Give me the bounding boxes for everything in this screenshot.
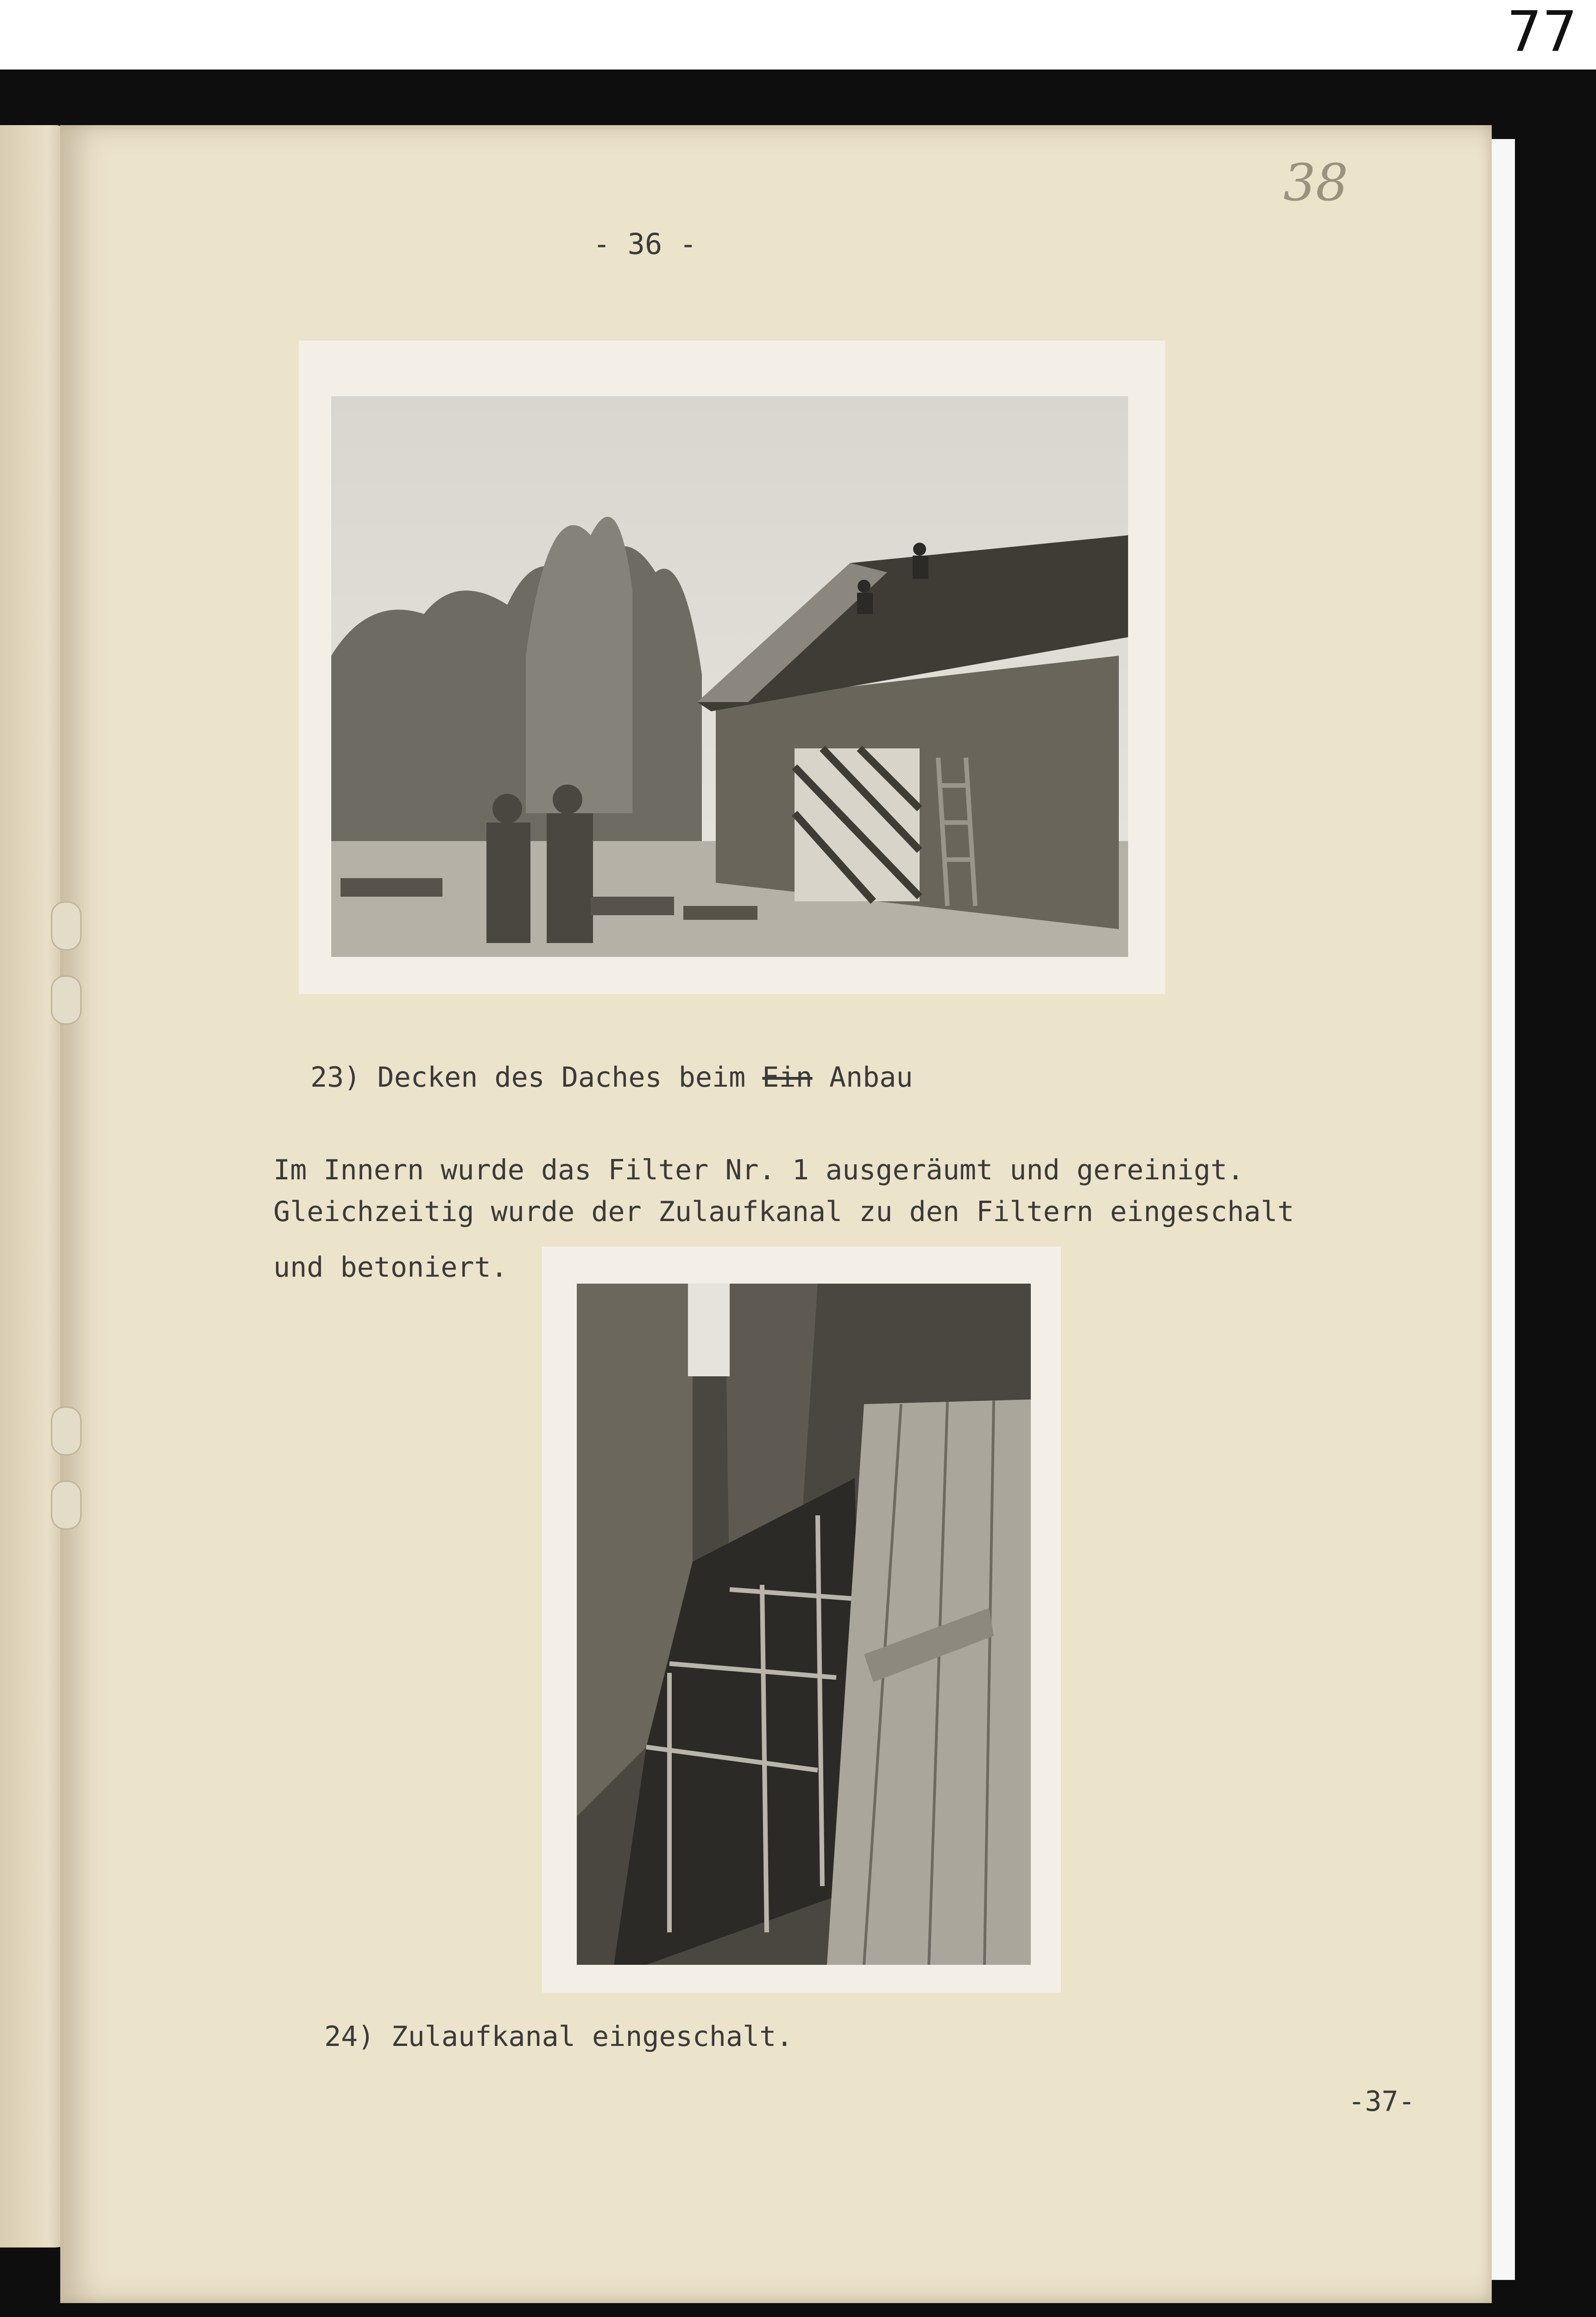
paragraph-line: Im Innern wurde das Filter Nr. 1 ausgeräumt und gereinigt.: [273, 1154, 1244, 1186]
punch-hole: [51, 1406, 82, 1456]
punch-hole: [51, 901, 82, 950]
caption-1: [310, 1061, 913, 1094]
caption-1-text: 23) Decken des Daches beim: [310, 1061, 763, 1094]
caption-1-suffix: Anbau: [812, 1061, 913, 1094]
page-footer-number: -37-: [1348, 2085, 1415, 2118]
caption-2: 24) Zulaufkanal eingeschalt.: [324, 2020, 793, 2053]
photo-1-frame: [299, 341, 1165, 994]
caption-1-struck-word: Ein: [762, 1061, 813, 1094]
paragraph-line: Gleichzeitig wurde der Zulaufkanal zu den Filtern eingeschalt: [273, 1196, 1294, 1228]
photo-roof-construction-image: [331, 396, 1128, 957]
left-page-edge: [0, 125, 69, 2247]
photo-inlet-channel-formwork: [577, 1284, 1031, 1965]
photo-2-frame: [542, 1247, 1061, 1993]
handwritten-page-number: 38: [1283, 153, 1348, 212]
scan-page-number: 77: [1507, 0, 1577, 64]
photo-roof-construction: [331, 396, 1128, 957]
punch-hole: [51, 975, 82, 1025]
punch-hole: [51, 1481, 82, 1530]
page-header-number: - 36 -: [593, 227, 697, 261]
paragraph-line: und betoniert.: [273, 1251, 508, 1284]
photo-inlet-channel-formwork-image: [577, 1284, 1031, 1965]
